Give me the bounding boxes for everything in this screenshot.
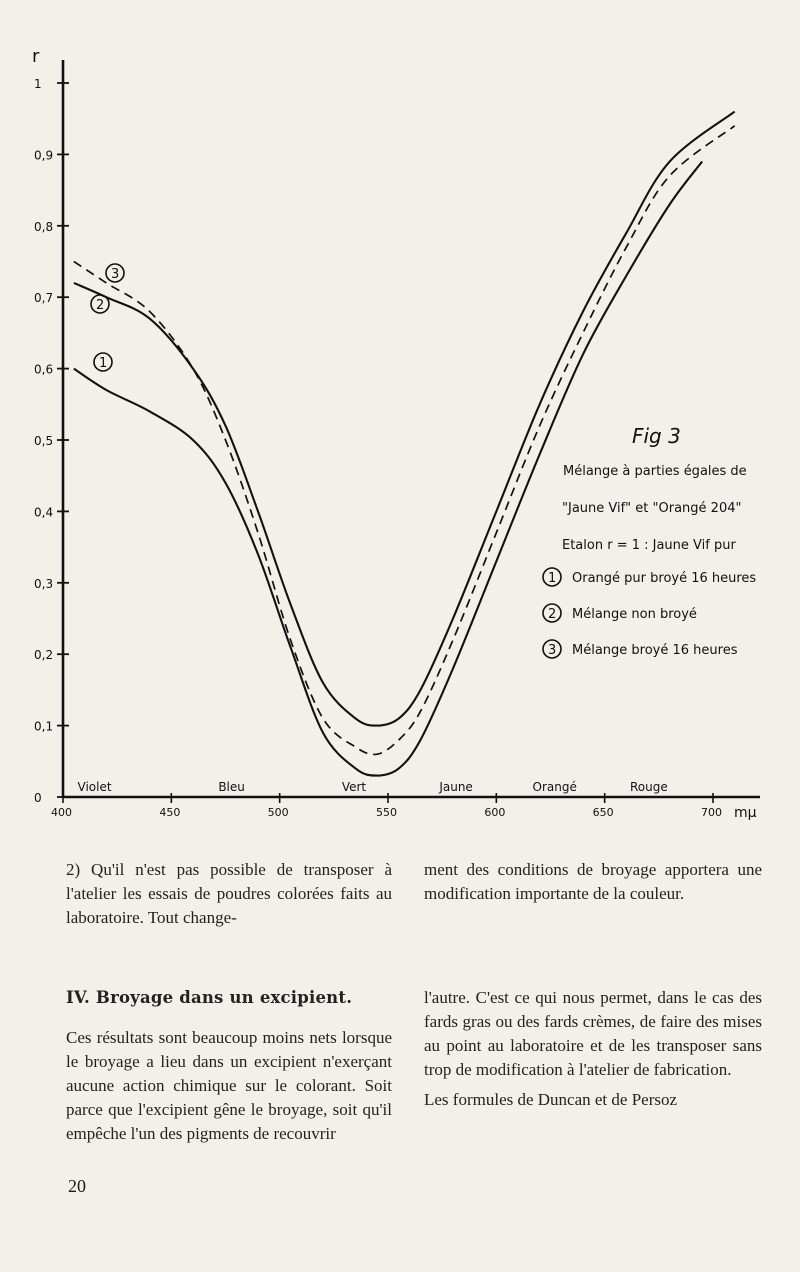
curve-marker-label-2: 2 [96,298,105,313]
legend-number-2: 2 [548,607,557,622]
curve-marker-label-1: 1 [99,356,108,371]
section-heading-iv: IV. Broyage dans un excipient. [66,988,353,1007]
color-band-label: Bleu [218,780,245,794]
color-band-label: Jaune [439,780,473,794]
legend-label-3: Mélange broyé 16 heures [572,643,738,658]
y-tick-label: 0,6 [34,362,54,377]
y-tick-label: 0,2 [34,648,54,663]
y-axis-label: r [32,46,40,67]
color-band-label: Rouge [630,780,668,794]
y-tick-label: 0,5 [34,434,54,448]
y-tick-label: 0,9 [34,148,54,163]
y-tick-label: 0,1 [34,719,54,734]
curve-marker-label-3: 3 [111,267,120,282]
legend-label-2: Mélange non broyé [572,607,697,622]
left-column [66,858,392,930]
y-tick-label: 0,4 [34,505,54,520]
paragraph-left-2: Ces résultats sont beaucoup moins nets lorsque le broyage a lieu dans un excipient n'exerçant aucune action chimique sur le colorant. Soit parce que l'excipient gêne le broyage, soit qu'il empêche l'un des pigments de recouvrir [66,1028,392,1143]
legend-number-3: 3 [548,643,557,658]
color-band-label: Violet [77,780,112,794]
x-tick-label: 550 [376,806,397,819]
figure-caption-line1: Mélange à parties égales de [563,464,747,479]
x-tick-label: 400 [51,806,72,819]
paragraph-right-2: l'autre. C'est ce qui nous permet, dans le cas des fards gras ou des fards crèmes, de faire des mises au point au laboratoire et de les transposer sans trop de modification à l'atelier de fabrication. [424,988,762,1079]
x-tick-label: 700 [701,806,722,819]
figure-legend [543,568,756,658]
y-tick-label: 0,3 [34,576,54,591]
y-tick-label: 0 [34,791,42,805]
color-band-label: Orangé [532,780,577,794]
y-tick-label: 0,8 [34,219,54,234]
x-tick-label: 650 [592,806,614,819]
legend-label-1: Orangé pur broyé 16 heures [572,571,757,586]
x-tick-label: 450 [159,806,181,819]
color-band-label: Vert [341,780,367,794]
page-number: 20 [68,1176,86,1196]
series-line-2 [74,112,735,726]
y-tick-label: 0,7 [34,291,54,306]
left-column-section-iv [66,986,392,1146]
right-column-lower [424,986,762,1112]
legend-number-1: 1 [548,571,557,586]
x-tick-label: 500 [267,806,289,819]
y-tick-label: 1 [34,77,42,91]
figure-caption-line3: Etalon r = 1 : Jaune Vif pur [562,538,736,553]
x-tick-label: 600 [484,806,506,819]
figure-title: Fig 3 [632,424,681,448]
paragraph-left-1: 2) Qu'il n'est pas possible de transposer à l'atelier les essais de poudres colorées faits au laboratoire. Tout change- [66,860,392,927]
paragraph-right-3: Les formules de Duncan et de Persoz [424,1090,678,1109]
x-unit-label: mμ [734,805,757,821]
figure-caption-line2: "Jaune Vif" et "Orangé 204" [562,501,742,516]
right-column [424,858,762,906]
paragraph-right-1: ment des conditions de broyage apportera une modification importante de la couleur. [424,860,762,903]
